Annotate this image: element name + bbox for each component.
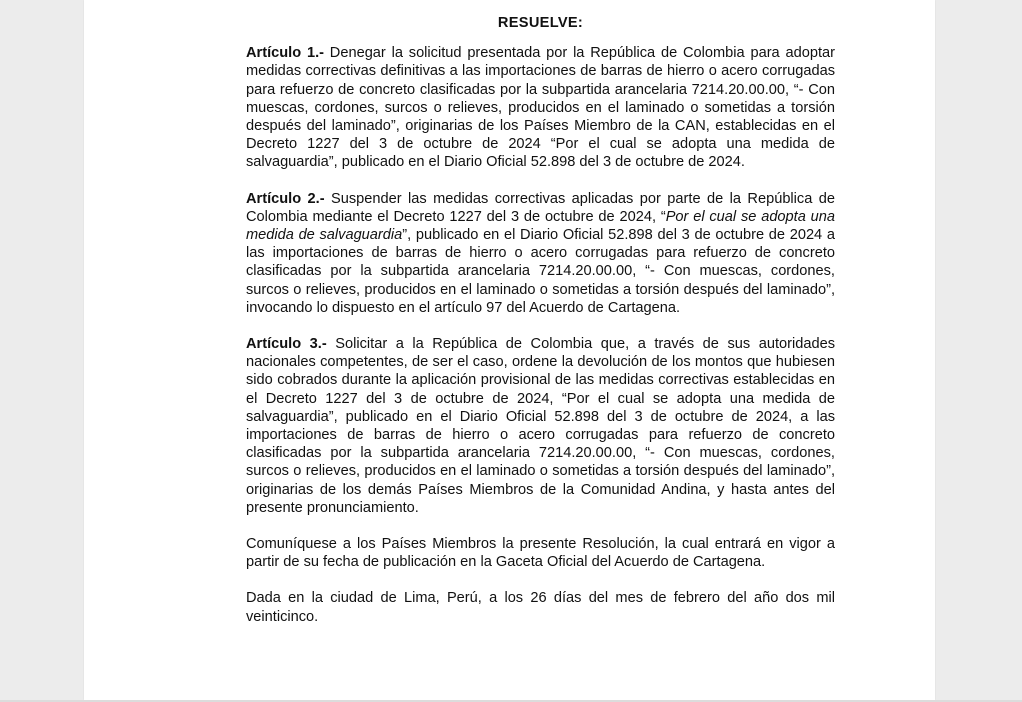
article-2-text-after: ”, publicado en el Diario Oficial 52.898 del 3 de octubre de 2024 a las importaciones de barras de hierro o acero corrugadas para refuerzo de concreto clasificadas por la subpartida arancelaria 7214.20.00.00, “- Con muescas, cordones, surcos o relieves, producidos en el laminado o sometidas a torsión después del laminado”, invocando lo dispuesto en el artículo 97 del Acuerdo de Cartagena. <box>246 227 835 316</box>
communique-paragraph: Comuníquese a los Países Miembros la presente Resolución, la cual entrará en vigor a partir de su fecha de publicación en la Gaceta Oficial del Acuerdo de Cartagena. <box>246 536 835 571</box>
article-2-decree-title: Por el cual se adopta una medida de salvaguardia <box>246 208 835 244</box>
resolution-heading: RESUELVE: <box>497 15 584 31</box>
article-3-label: Artículo 3.- <box>246 336 327 353</box>
article-1-text: Denegar la solicitud presentada por la República de Colombia para adoptar medidas correctivas definitivas a las importaciones de barras de hierro o acero corrugadas para refuerzo de concreto clasificadas por la subpartida arancelaria 7214.20.00.00, “- Con muescas, cordones, surcos o relieves, producidos en el laminado o sometidas a torsión después del laminado”, originarias de los Países Miembro de la CAN, establecidas en el Decreto 1227 del 3 de octubre de 2024 “Por el cual se adopta una medida de salvaguardia”, publicado en el Diario Oficial 52.898 del 3 de octubre de 2024. <box>246 45 835 171</box>
article-2 <box>246 190 835 317</box>
article-2-label: Artículo 2.- <box>246 190 325 207</box>
document-page <box>84 0 935 700</box>
article-1-label: Artículo 1.- <box>246 45 324 62</box>
article-3-text: Solicitar a la República de Colombia que, a través de sus autoridades nacionales competentes, de ser el caso, ordene la devolución de los montos que hubiesen sido cobrados durante la aplicación provisional de las medidas correctivas establecidas en el Decreto 1227 del 3 de octubre de 2024, “Por el cual se adopta una medida de salvaguardia”, publicado en el Diario Oficial 52.898 del 3 de octubre de 2024, a las importaciones de barras de hierro o acero corrugadas para refuerzo de concreto clasificadas por la subpartida arancelaria 7214.20.00.00, “- Con muescas, cordones, surcos o relieves, producidos en el laminado o sometidas a torsión después del laminado”, originarias de los demás Países Miembros de la Comunidad Andina, y hasta antes del presente pronunciamiento. <box>246 336 835 516</box>
closing-paragraph: Dada en la ciudad de Lima, Perú, a los 26 días del mes de febrero del año dos mil veinticinco. <box>246 590 835 625</box>
page-content <box>246 14 835 626</box>
article-1 <box>246 44 835 171</box>
article-2-text-before: Suspender las medidas correctivas aplicadas por parte de la República de Colombia mediante el Decreto 1227 del 3 de octubre de 2024, “ <box>246 190 835 225</box>
article-3 <box>246 335 835 517</box>
